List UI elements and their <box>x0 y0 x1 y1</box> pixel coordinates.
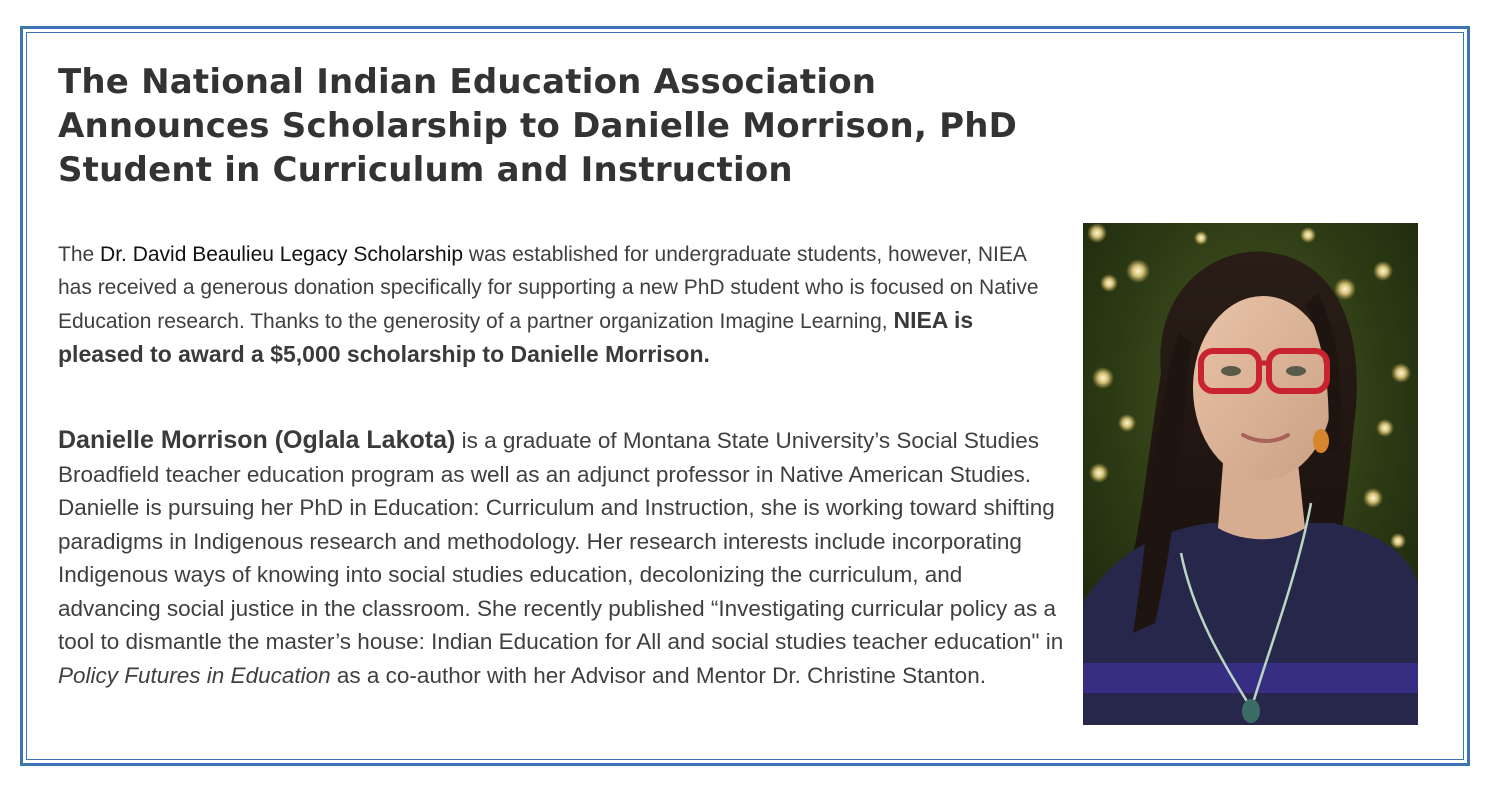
bio-paragraph <box>58 424 1068 692</box>
recipient-name: Danielle Morrison (Oglala Lakota) <box>58 426 456 454</box>
bio-body: is a graduate of Montana State University’s Social Studies Broadfield teacher education program as well as an adjunct professor in Native American Studies. Danielle is pursuing her PhD in Education: Curriculum and Instruction, she is working toward shifting paradigms in Indigenous research and methodology. Her research interests include incorporating Indigenous ways of knowing into social studies education, decolonizing the curriculum, and advancing social justice in the classroom. She recently published “Investigating curricular policy as a tool to dismantle the master’s house: Indian Education for All and social studies teacher education" in <box>58 428 1064 654</box>
article-title: The National Indian Education Association Announces Scholarship to Danielle Morrison, PhD Student in Curriculum and Instruction <box>58 62 1018 190</box>
scholarship-paragraph <box>58 238 1048 372</box>
scholarship-name: Dr. David Beaulieu Legacy Scholarship <box>100 243 464 266</box>
bio-tail: as a co-author with her Advisor and Mentor Dr. Christine Stanton. <box>330 662 986 688</box>
journal-title: Policy Futures in Education <box>58 662 331 688</box>
award-announcement: NIEA is pleased to award a $5,000 scholarship to Danielle Morrison. <box>58 307 974 367</box>
para1-lead: The <box>58 243 101 266</box>
portrait-photo <box>1083 223 1418 725</box>
para1-body: was established for undergraduate students, however, NIEA has received a generous donation specifically for supporting a new PhD student who is focused on Native Education research. Thanks to the generosity of a partner organization Imagine Learning, <box>58 243 1039 333</box>
